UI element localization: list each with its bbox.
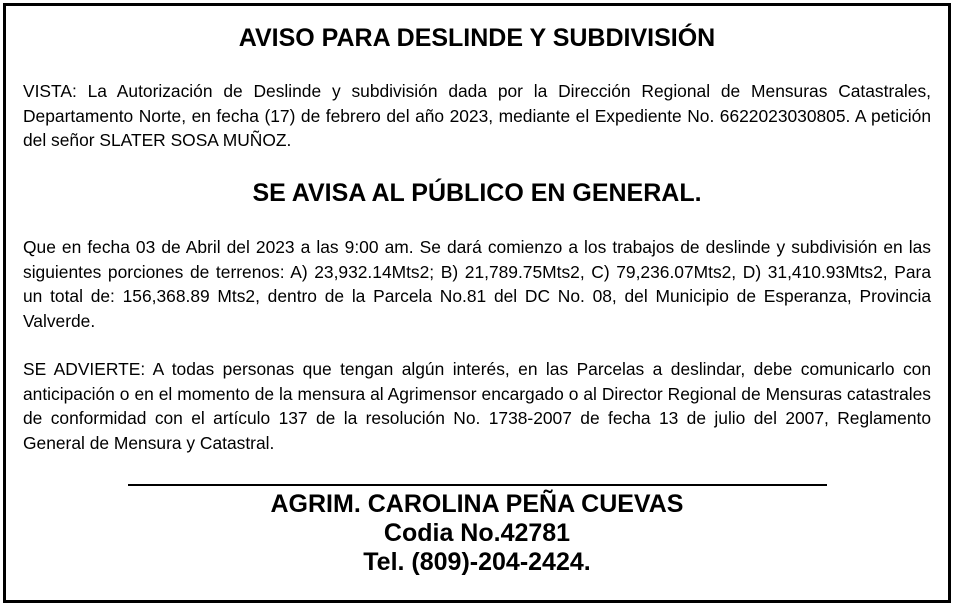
vista-paragraph: VISTA: La Autorización de Deslinde y subdivisión dada por la Dirección Regional de Mensuras Catastrales, Departamento Norte, en fecha (17) de febrero del año 2023, mediante el Expediente No. 6622023030805. A petición del señor SLATER SOSA MUÑOZ. — [23, 81, 931, 150]
notice-border — [3, 3, 951, 603]
notice-title: AVISO PARA DESLINDE Y SUBDIVISIÓN — [238, 24, 716, 52]
signature-name: AGRIM. CAROLINA PEÑA CUEVAS — [270, 490, 684, 518]
signature-line — [128, 484, 827, 486]
notice-subtitle: SE AVISA AL PÚBLICO EN GENERAL. — [252, 179, 702, 207]
advierte-paragraph: SE ADVIERTE: A todas personas que tengan algún interés, en las Parcelas a deslindar, debe comunicarlo con anticipación o en el momento de la mensura al Agrimensor encargado o al Director Regional de Mensuras catastrales de conformidad con el artículo 137 de la resolución No. 1738-2007 de fecha 13 de julio del 2007, Reglamento General de Mensura y Catastral. — [23, 359, 931, 453]
signature-codia: Codia No.42781 — [383, 519, 571, 547]
signature-phone: Tel. (809)-204-2424. — [363, 548, 591, 576]
fecha-paragraph: Que en fecha 03 de Abril del 2023 a las 9:00 am. Se dará comienzo a los trabajos de deslinde y subdivisión en las siguientes porciones de terrenos: A) 23,932.14Mts2; B) 21,789.75Mts2, C) 79,236.07Mts2, D) 31,410.93Mts2, Para un total de: 156,368.89 Mts2, dentro de la Parcela No.81 del DC No. 08, del Municipio de Esperanza, Provincia Valverde. — [23, 237, 931, 331]
